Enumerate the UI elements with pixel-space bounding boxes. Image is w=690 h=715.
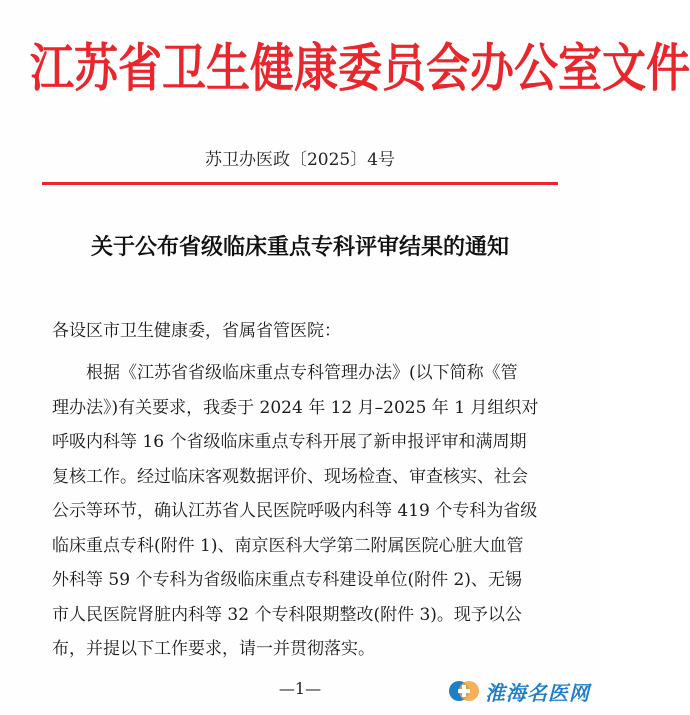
body-line: 市人民医院肾脏内科等 32 个专科限期整改(附件 3)。现予以公 — [52, 604, 522, 625]
body-line: 复核工作。经过临床客观数据评价、现场检查、审查核实、社会 — [52, 466, 528, 487]
body-line: 临床重点专科(附件 1)、南京医科大学第二附属医院心脏大血管 — [52, 535, 524, 556]
body-line: 理办法》)有关要求，我委于 2024 年 12 月–2025 年 1 月组织对 — [52, 397, 539, 418]
document-header-title: 江苏省卫生健康委员会办公室文件 — [30, 38, 690, 99]
notice-title: 关于公布省级临床重点专科评审结果的通知 — [90, 235, 509, 260]
watermark-logo-icon — [447, 676, 481, 706]
body-line: 外科等 59 个专科为省级临床重点专科建设单位(附件 2)、无锡 — [52, 570, 522, 590]
addressee-greeting: 各设区市卫生健康委，省属省管医院： — [52, 321, 341, 341]
document-number: 苏卫办医政〔2025〕4号 — [204, 150, 396, 170]
body-line: 根据《江苏省省级临床重点专科管理办法》(以下简称《管 — [86, 363, 518, 383]
page-number: —1— — [278, 679, 322, 698]
site-watermark — [447, 676, 590, 706]
body-line: 呼吸内科等 16 个省级临床重点专科开展了新申报评审和满周期 — [52, 432, 527, 452]
body-line: 公示等环节，确认江苏省人民医院呼吸内科等 419 个专科为省级 — [52, 501, 538, 521]
body-line: 布，并提以下工作要求，请一并贯彻落实。 — [52, 639, 375, 659]
watermark-text: 淮海名医网 — [485, 680, 590, 705]
red-divider-line — [42, 182, 558, 185]
notice-body — [52, 356, 552, 667]
